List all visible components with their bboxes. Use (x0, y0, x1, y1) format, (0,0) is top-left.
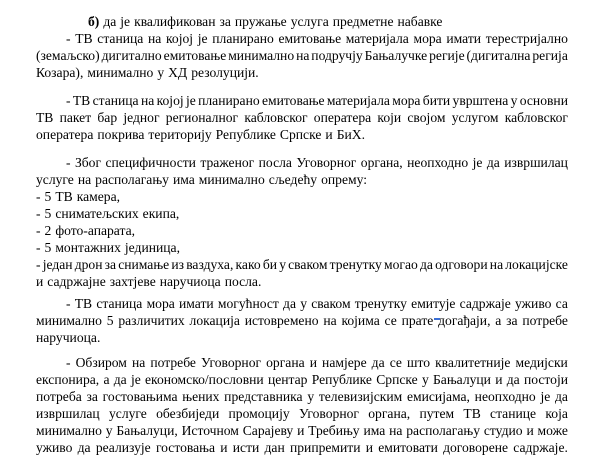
word: - (66, 355, 71, 370)
word: којој (166, 31, 194, 46)
word: сљедећу (268, 172, 318, 187)
word: локацијске (505, 257, 568, 272)
word: потреба (36, 389, 82, 404)
word: за (86, 389, 98, 404)
word: на (296, 48, 310, 63)
word: регија (532, 48, 568, 63)
text-line (66, 92, 568, 109)
word: имати (446, 31, 482, 46)
word: резолуцији. (191, 65, 259, 80)
word: припремити (289, 440, 361, 455)
text-line (66, 30, 568, 47)
word: и (526, 423, 534, 438)
word: подручју (311, 48, 363, 63)
word: минимално (87, 65, 154, 80)
word: из (171, 257, 185, 272)
word: Требињу (308, 423, 360, 438)
word: је (472, 155, 483, 170)
word: и (309, 355, 317, 370)
word: набавке (397, 14, 443, 29)
word: и (297, 423, 305, 438)
word: материјала (345, 31, 409, 46)
word: одговори (435, 257, 488, 272)
word: снимање (118, 257, 170, 272)
word: реализује (95, 440, 151, 455)
word: б) (88, 14, 100, 29)
word: у (300, 296, 307, 311)
word: телевизијским (318, 389, 403, 404)
word: је (185, 93, 196, 108)
text-cursor-marker (434, 306, 440, 320)
word: имати (179, 296, 214, 311)
word: има (172, 172, 195, 187)
word: за (506, 313, 518, 328)
word: постоји (523, 372, 568, 387)
word: а (103, 372, 110, 387)
word: на (323, 313, 337, 328)
text-line (36, 126, 568, 143)
word: неопходно (407, 155, 469, 170)
word: кабловског (244, 110, 308, 125)
word: - (66, 31, 71, 46)
word: се (384, 313, 397, 328)
word: наручиоца. (36, 330, 101, 345)
word: у (307, 389, 315, 404)
word: извршилац (36, 406, 100, 421)
word: Обзиром (75, 355, 127, 370)
word: на (489, 257, 504, 272)
word: уживо (515, 296, 552, 311)
word: ХД (168, 65, 188, 80)
word: камера, (76, 189, 120, 204)
word: и (36, 274, 44, 289)
word: Козара), (36, 65, 84, 80)
word: бар (97, 110, 118, 125)
word: услугом (451, 110, 499, 125)
word: сваком (311, 296, 351, 311)
text-line (36, 64, 568, 81)
text-line (36, 439, 568, 456)
word: Уговорног (298, 406, 359, 421)
word: у (105, 423, 113, 438)
word: у (510, 93, 518, 108)
word: јединица, (124, 240, 180, 255)
text-line (36, 222, 568, 239)
word: Источном (181, 423, 239, 438)
word: је (130, 372, 141, 387)
word: да (103, 14, 117, 29)
word: потребе (150, 355, 196, 370)
word: (земаљско) (36, 48, 100, 63)
word: 5 (44, 189, 52, 204)
word: и (325, 127, 333, 142)
text-line (36, 239, 568, 256)
word: различитих (118, 313, 185, 328)
word: дрон (74, 257, 103, 272)
word: квалитетније (435, 355, 511, 370)
word: оператера (36, 127, 94, 142)
word: једног (123, 110, 160, 125)
word: планирано (198, 93, 260, 108)
word: како (235, 257, 261, 272)
text-line (66, 295, 568, 312)
word: дан (264, 440, 285, 455)
word: ТВ (55, 189, 73, 204)
word: и (365, 440, 374, 455)
word: би (262, 257, 278, 272)
word: Републике (215, 127, 276, 142)
word: неопходно (474, 389, 536, 404)
word: - (36, 240, 41, 255)
word: економско/пословни (145, 372, 264, 387)
word: гостовања (155, 440, 216, 455)
word: је (120, 14, 131, 29)
word: експонира, (36, 372, 100, 387)
word: пружање (234, 14, 287, 29)
word: основни (519, 93, 568, 108)
word: захтјеве (109, 274, 156, 289)
word: услуге (36, 172, 74, 187)
word: Уговорног (201, 355, 262, 370)
text-line (36, 188, 568, 205)
word: тренутку (329, 257, 382, 272)
word: емитује (411, 296, 456, 311)
word: органа, (368, 406, 411, 421)
word: (дигитална (466, 48, 531, 63)
word: опрему: (321, 172, 367, 187)
word: станице (490, 406, 537, 421)
text-line (36, 273, 568, 290)
word: пакет (59, 110, 92, 125)
word: ТВ (72, 93, 91, 108)
word: емитовати (378, 440, 438, 455)
word: у (157, 65, 165, 80)
word: гостовањима (102, 389, 178, 404)
word: БиХ. (336, 127, 365, 142)
word: ТВ (463, 406, 481, 421)
word: 5 (44, 240, 52, 255)
word: на (131, 355, 146, 370)
word: својом (407, 110, 446, 125)
text-line (36, 312, 568, 329)
word: догађаји, (438, 313, 491, 328)
word: минимално (36, 423, 102, 438)
text-line (36, 205, 568, 222)
word: путем (419, 406, 455, 421)
word: - (36, 206, 41, 221)
word: 2 (44, 223, 52, 238)
word: органа, (360, 155, 403, 170)
word: који (377, 110, 402, 125)
word: да (486, 155, 500, 170)
word: посла (258, 155, 292, 170)
word: предметне (332, 14, 394, 29)
word: траженог (200, 155, 255, 170)
word: ТВ (74, 296, 93, 311)
word: је (540, 389, 551, 404)
word: њених (182, 389, 220, 404)
word: сниматељских (55, 206, 139, 221)
word: покрива (97, 127, 145, 142)
word: локација (189, 313, 240, 328)
word: истовремено (244, 313, 319, 328)
word: наручиоца (159, 274, 221, 289)
word: Бањалуци, (116, 423, 178, 438)
word: ТВ (75, 31, 93, 46)
word: станица (96, 296, 143, 311)
word: студио (483, 423, 523, 438)
word: и (495, 372, 503, 387)
word: станица (97, 31, 144, 46)
word: Републике (311, 372, 372, 387)
word: - (66, 93, 71, 108)
word: Због (74, 155, 102, 170)
word: емисијама, (406, 389, 470, 404)
word: - (36, 189, 41, 204)
word: центар (267, 372, 308, 387)
word: - (36, 257, 41, 272)
word: специфичности (105, 155, 196, 170)
word: да (113, 372, 127, 387)
word: Српске (376, 372, 418, 387)
word: територију (148, 127, 212, 142)
word: за (219, 14, 231, 29)
word: емитовање (163, 48, 227, 63)
word: може (537, 423, 568, 438)
text-line (36, 405, 568, 422)
word: прате (401, 313, 434, 328)
word: - (66, 296, 71, 311)
word: намјере (322, 355, 367, 370)
word: могућност (217, 296, 279, 311)
word: која (545, 406, 568, 421)
word: Бањалучке (364, 48, 428, 63)
word: екипа, (142, 206, 180, 221)
word: планирано (212, 31, 274, 46)
word: минимално (228, 48, 295, 63)
word: уврштена (452, 93, 509, 108)
word: станица (92, 93, 139, 108)
word: органа (266, 355, 305, 370)
word: минимално (198, 172, 265, 187)
word: бити (422, 93, 451, 108)
word: монтажних (55, 240, 121, 255)
text-line (88, 13, 568, 30)
word: да (419, 257, 433, 272)
word: квалификован (134, 14, 216, 29)
word: сваком (288, 257, 328, 272)
text-line (36, 371, 568, 388)
word: услуга (290, 14, 329, 29)
word: промоцију (228, 406, 290, 421)
word: у (421, 372, 429, 387)
word: мора (392, 93, 421, 108)
word: кабловског (504, 110, 568, 125)
word: Српске (279, 127, 322, 142)
word: потребе (522, 313, 568, 328)
word: исти (232, 440, 260, 455)
word: мора (413, 31, 442, 46)
word: Сарајеву (242, 423, 294, 438)
word: терестријално (485, 31, 568, 46)
word: - (36, 223, 41, 238)
word: којима (341, 313, 380, 328)
word: а (495, 313, 502, 328)
word: располагању (406, 423, 481, 438)
word: Бањалуци (433, 372, 491, 387)
word: ТВ (36, 110, 54, 125)
word: да (283, 296, 296, 311)
word: медијски (515, 355, 568, 370)
word: представника (224, 389, 303, 404)
word: регионалног (165, 110, 239, 125)
text-line (36, 109, 568, 126)
word: је (197, 31, 208, 46)
word: 5 (44, 206, 52, 221)
word: могао (384, 257, 418, 272)
word: на (77, 172, 92, 187)
word: тренутку (354, 296, 407, 311)
word: Уговорног (296, 155, 357, 170)
word: на (389, 423, 403, 438)
word: да (371, 355, 385, 370)
word: на (148, 31, 162, 46)
word: да (506, 372, 520, 387)
word: обезбиједи (156, 406, 220, 421)
word: емитовање (261, 93, 325, 108)
word: садржајне (47, 274, 106, 289)
word: ваздуха, (186, 257, 234, 272)
word: фото-апарата, (55, 223, 136, 238)
word: да (77, 440, 91, 455)
text-line (66, 154, 568, 171)
word: и (220, 440, 228, 455)
text-line (36, 422, 568, 439)
word: договорене (443, 440, 509, 455)
word: са (555, 296, 568, 311)
word: у (279, 257, 286, 272)
word: минимално (36, 313, 102, 328)
word: се (389, 355, 402, 370)
word: што (406, 355, 431, 370)
word: уживо (36, 440, 73, 455)
word: материјала (326, 93, 390, 108)
word: емитовање (278, 31, 342, 46)
text-line (66, 354, 568, 371)
word: за (104, 257, 117, 272)
word: један (42, 257, 73, 272)
word: садржаје (459, 296, 511, 311)
word: да (554, 389, 568, 404)
word: 5 (106, 313, 114, 328)
text-line (36, 329, 568, 346)
word: којој (156, 93, 184, 108)
word: извршилац (504, 155, 568, 170)
text-line (36, 256, 568, 273)
word: има (363, 423, 386, 438)
text-line (36, 171, 568, 188)
text-line (36, 47, 568, 64)
word: услуге (108, 406, 147, 421)
word: - (66, 155, 71, 170)
word: садржаје. (513, 440, 568, 455)
word: дигитално (101, 48, 162, 63)
word: посла. (224, 274, 262, 289)
word: располагању (95, 172, 169, 187)
word: регије (429, 48, 465, 63)
word: на (140, 93, 155, 108)
word: мора (146, 296, 175, 311)
text-line (36, 388, 568, 405)
word: оператера (313, 110, 372, 125)
